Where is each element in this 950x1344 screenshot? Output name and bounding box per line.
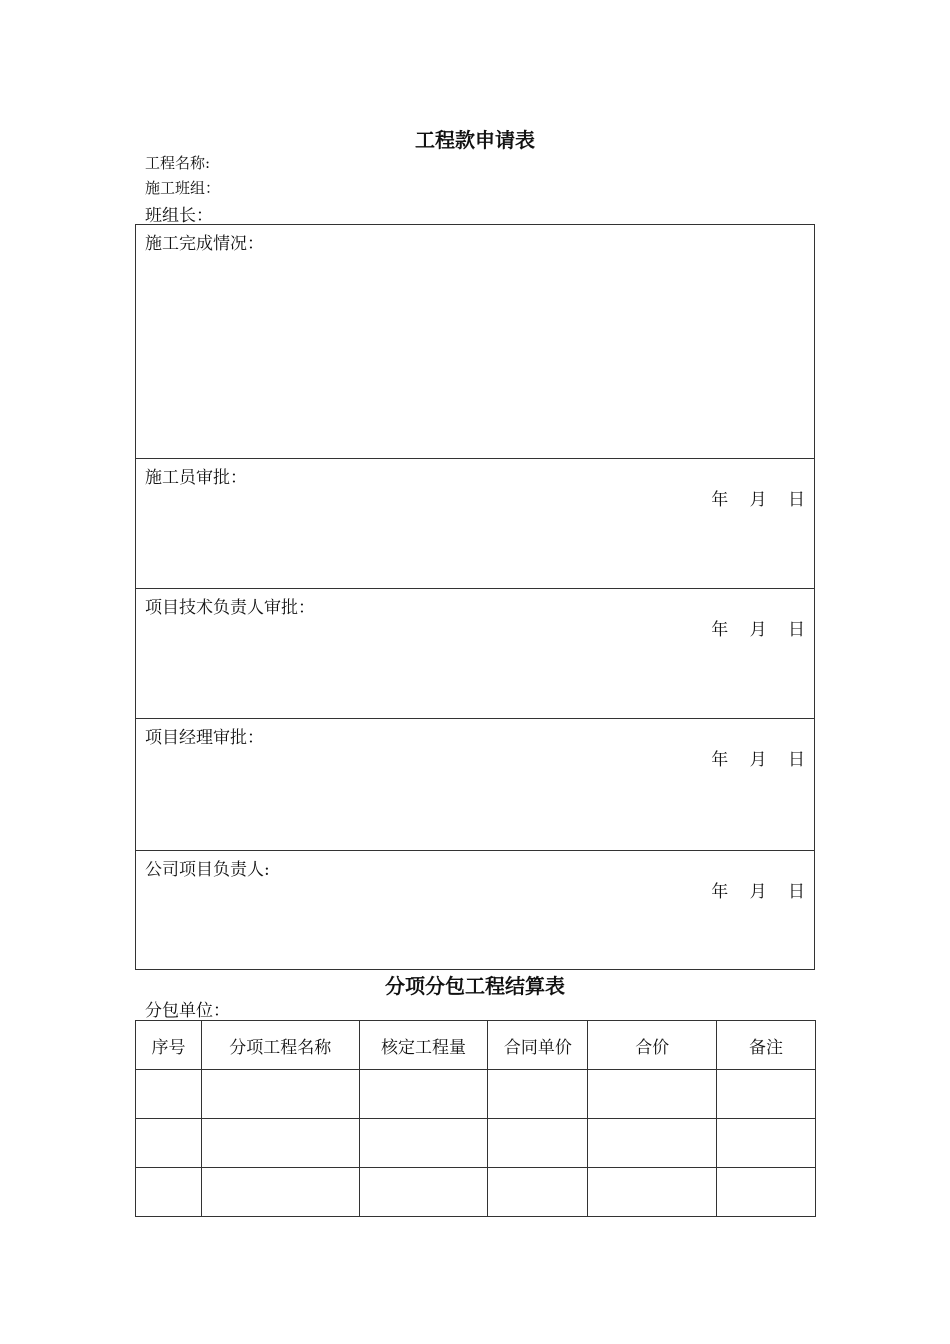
header-total: 合价 — [588, 1021, 717, 1070]
day-label: 日 — [788, 490, 805, 510]
table-row — [136, 1168, 816, 1217]
section-company-lead — [135, 850, 815, 970]
table-cell[interactable] — [359, 1070, 488, 1119]
header-unit-price: 合同单价 — [488, 1021, 588, 1070]
project-name-label: 工程名称: — [145, 154, 211, 172]
section-label: 项目经理审批： — [145, 728, 264, 748]
date-line — [711, 745, 805, 770]
form-title: 工程款申请表 — [415, 128, 535, 152]
table-cell[interactable] — [717, 1119, 816, 1168]
table-cell[interactable] — [588, 1168, 717, 1217]
table-cell[interactable] — [136, 1070, 202, 1119]
subcontractor-label: 分包单位： — [145, 1001, 230, 1021]
leader-label: 班组长： — [145, 206, 213, 226]
year-label: 年 — [711, 490, 729, 510]
settlement-title: 分项分包工程结算表 — [385, 974, 565, 998]
table-cell[interactable] — [201, 1070, 359, 1119]
section-label: 公司项目负责人: — [145, 860, 270, 880]
table-cell[interactable] — [588, 1070, 717, 1119]
header-item-name: 分项工程名称 — [201, 1021, 359, 1070]
header-quantity: 核定工程量 — [359, 1021, 488, 1070]
table-cell[interactable] — [201, 1119, 359, 1168]
month-label: 月 — [749, 490, 767, 510]
team-label: 施工班组： — [145, 179, 221, 197]
section-label: 施工完成情况： — [145, 234, 264, 254]
table-header-row — [136, 1021, 816, 1070]
header-remarks: 备注 — [717, 1021, 816, 1070]
section-constructor-approval — [135, 458, 815, 589]
table-cell[interactable] — [136, 1119, 202, 1168]
table-cell[interactable] — [488, 1119, 588, 1168]
date-line — [711, 615, 805, 640]
table-cell[interactable] — [359, 1119, 488, 1168]
month-label: 月 — [749, 620, 767, 640]
day-label: 日 — [788, 882, 805, 902]
section-progress — [135, 224, 815, 459]
section-tech-approval — [135, 588, 815, 719]
table-cell[interactable] — [717, 1168, 816, 1217]
section-label: 项目技术负责人审批： — [145, 598, 315, 618]
header-index: 序号 — [136, 1021, 202, 1070]
date-line — [711, 485, 805, 510]
year-label: 年 — [711, 620, 729, 640]
table-cell[interactable] — [717, 1070, 816, 1119]
table-cell[interactable] — [488, 1168, 588, 1217]
table-cell[interactable] — [588, 1119, 717, 1168]
table-cell[interactable] — [359, 1168, 488, 1217]
year-label: 年 — [711, 750, 729, 770]
table-cell[interactable] — [136, 1168, 202, 1217]
month-label: 月 — [749, 882, 767, 902]
table-cell[interactable] — [201, 1168, 359, 1217]
table-cell[interactable] — [488, 1070, 588, 1119]
day-label: 日 — [788, 750, 805, 770]
settlement-table — [135, 1020, 816, 1217]
section-manager-approval — [135, 718, 815, 851]
month-label: 月 — [749, 750, 767, 770]
date-line — [711, 877, 805, 902]
year-label: 年 — [711, 882, 729, 902]
table-row — [136, 1119, 816, 1168]
day-label: 日 — [788, 620, 805, 640]
section-label: 施工员审批： — [145, 468, 247, 488]
table-row — [136, 1070, 816, 1119]
